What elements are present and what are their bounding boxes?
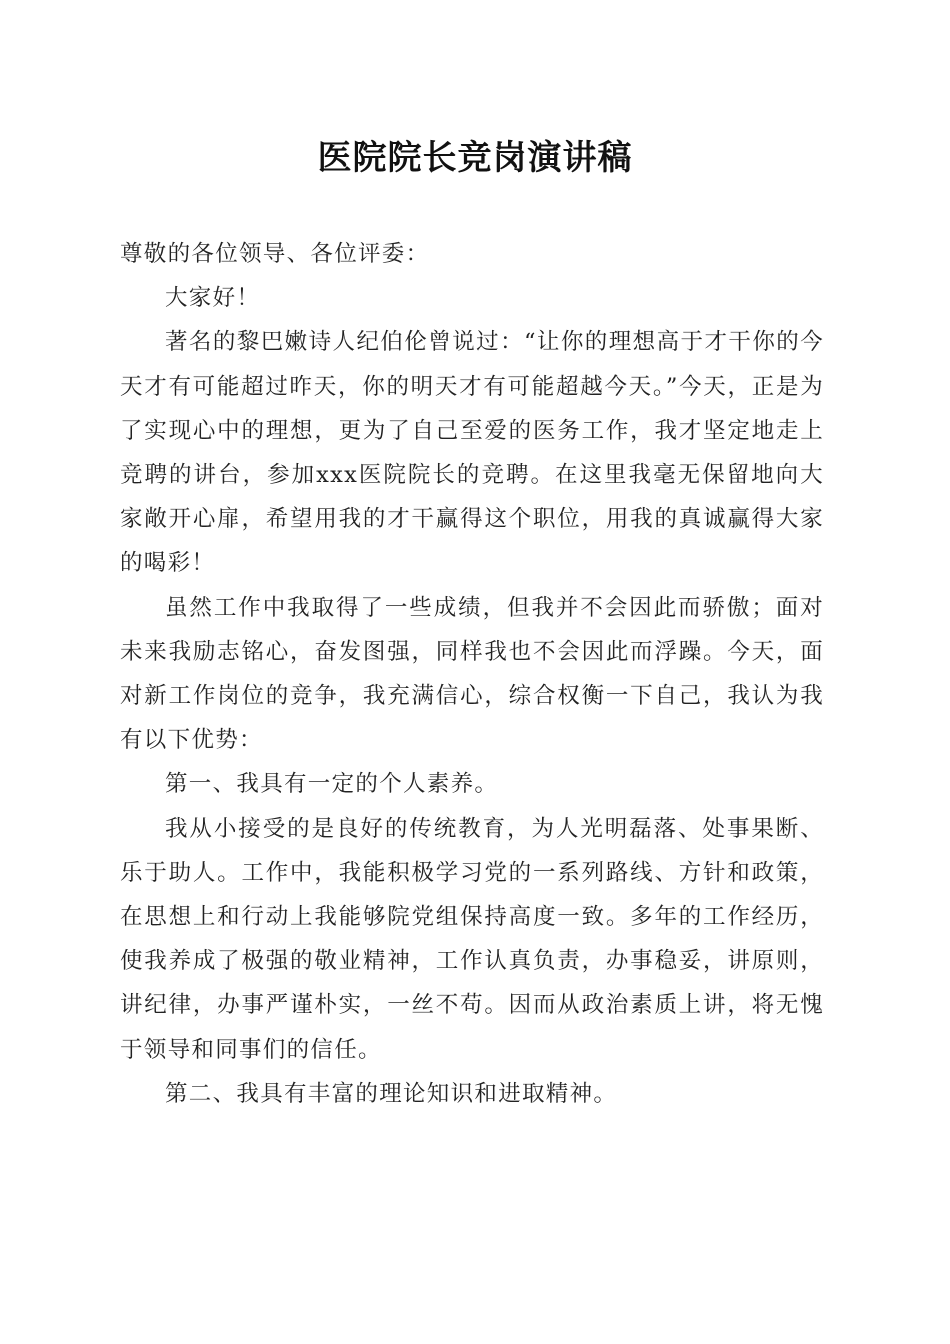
paragraph-quote: 著名的黎巴嫩诗人纪伯伦曾说过：“让你的理想高于才干你的今天才有可能超过昨天，你的明天才有可能超越今天。”今天，正是为了实现心中的理想，更为了自己至爱的医务工作，我才坚定地走上竞聘的讲台，参加xxx医院院长的竞聘。在这里我毫无保留地向大家敞开心扉，希望用我的才干赢得这个职位，用我的真诚赢得大家的喝彩！ bbox=[120, 329, 824, 577]
salutation: 尊敬的各位领导、各位评委： bbox=[120, 241, 430, 267]
paragraph-heading-first: 第一、我具有一定的个人素养。 bbox=[165, 771, 499, 798]
document-body bbox=[120, 232, 824, 1116]
paragraph-personal-quality: 我从小接受的是良好的传统教育，为人光明磊落、处事果断、乐于助人。工作中，我能积极学习党的一系列路线、方针和政策，在思想上和行动上我能够院党组保持高度一致。多年的工作经历，使我养成了极强的敬业精神，工作认真负责，办事稳妥，讲原则，讲纪律，办事严谨朴实，一丝不苟。因而从政治素质上讲，将无愧于领导和同事们的信任。 bbox=[120, 815, 824, 1063]
paragraph-confidence: 虽然工作中我取得了一些成绩，但我并不会因此而骄傲；面对未来我励志铭心，奋发图强，同样我也不会因此而浮躁。今天，面对新工作岗位的竞争，我充满信心，综合权衡一下自己，我认为我有以下优势： bbox=[120, 594, 824, 754]
document-title: 医院院长竞岗演讲稿 bbox=[317, 138, 633, 178]
paragraph-greeting: 大家好！ bbox=[165, 285, 261, 312]
paragraph-heading-second: 第二、我具有丰富的理论知识和进取精神。 bbox=[165, 1080, 618, 1107]
